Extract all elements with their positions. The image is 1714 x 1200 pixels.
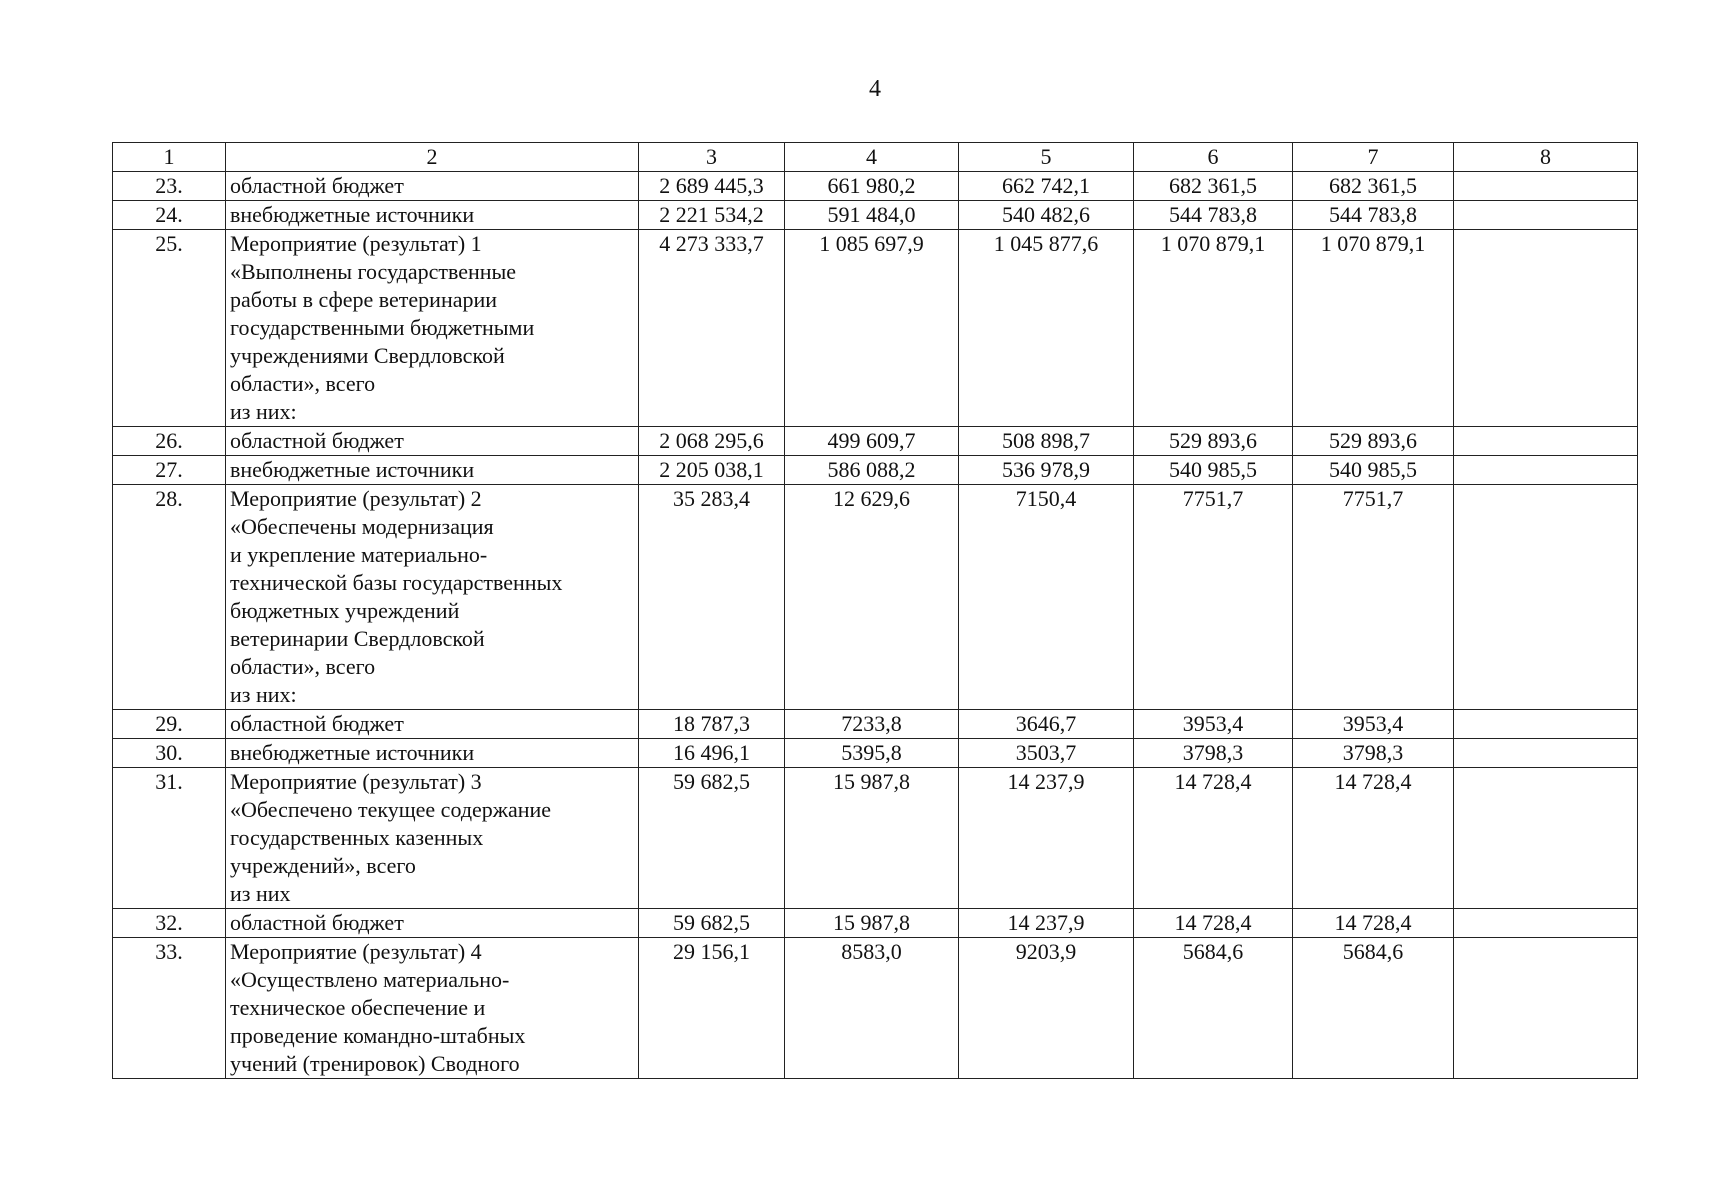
header-row: [113, 143, 1638, 172]
note-cell: [1454, 485, 1638, 710]
value-cell: 586 088,2: [785, 456, 959, 485]
note-cell: [1454, 230, 1638, 427]
table-row: [113, 485, 1638, 710]
table-row: [113, 768, 1638, 909]
value-cell: 662 742,1: [959, 172, 1134, 201]
table-row: [113, 938, 1638, 1079]
table-row: [113, 456, 1638, 485]
row-number-cell: 24.: [113, 201, 226, 230]
value-cell: 2 205 038,1: [639, 456, 785, 485]
note-cell: [1454, 456, 1638, 485]
value-cell: 529 893,6: [1293, 427, 1454, 456]
value-cell: 540 985,5: [1134, 456, 1293, 485]
value-cell: 2 221 534,2: [639, 201, 785, 230]
value-cell: 3646,7: [959, 710, 1134, 739]
value-cell: 7751,7: [1134, 485, 1293, 710]
row-number-cell: 30.: [113, 739, 226, 768]
table-row: [113, 172, 1638, 201]
column-header: 5: [959, 143, 1134, 172]
value-cell: 5395,8: [785, 739, 959, 768]
column-header: 1: [113, 143, 226, 172]
value-cell: 540 482,6: [959, 201, 1134, 230]
value-cell: 7233,8: [785, 710, 959, 739]
value-cell: 1 070 879,1: [1134, 230, 1293, 427]
value-cell: 14 237,9: [959, 909, 1134, 938]
value-cell: 508 898,7: [959, 427, 1134, 456]
row-name-cell: Мероприятие (результат) 1 «Выполнены государственные работы в сфере ветеринарии государственными бюджетными учреждениями Свердловской области», всего из них:: [226, 230, 639, 427]
value-cell: 3953,4: [1134, 710, 1293, 739]
value-cell: 540 985,5: [1293, 456, 1454, 485]
row-name-cell: внебюджетные источники: [226, 739, 639, 768]
value-cell: 544 783,8: [1293, 201, 1454, 230]
value-cell: 14 237,9: [959, 768, 1134, 909]
row-number-cell: 23.: [113, 172, 226, 201]
column-header: 4: [785, 143, 959, 172]
row-name-cell: Мероприятие (результат) 4 «Осуществлено материально- техническое обеспечение и проведение командно-штабных учений (тренировок) Сводного: [226, 938, 639, 1079]
row-name-cell: областной бюджет: [226, 710, 639, 739]
budget-table: [112, 142, 1638, 1079]
value-cell: 8583,0: [785, 938, 959, 1079]
value-cell: 499 609,7: [785, 427, 959, 456]
value-cell: 4 273 333,7: [639, 230, 785, 427]
value-cell: 9203,9: [959, 938, 1134, 1079]
note-cell: [1454, 172, 1638, 201]
value-cell: 59 682,5: [639, 909, 785, 938]
table-row: [113, 710, 1638, 739]
row-name-cell: Мероприятие (результат) 3 «Обеспечено текущее содержание государственных казенных учреждений», всего из них: [226, 768, 639, 909]
row-number-cell: 29.: [113, 710, 226, 739]
row-number-cell: 33.: [113, 938, 226, 1079]
table-row: [113, 230, 1638, 427]
note-cell: [1454, 768, 1638, 909]
row-number-cell: 32.: [113, 909, 226, 938]
note-cell: [1454, 710, 1638, 739]
value-cell: 35 283,4: [639, 485, 785, 710]
table-row: [113, 201, 1638, 230]
value-cell: 12 629,6: [785, 485, 959, 710]
page-number: 4: [869, 76, 881, 102]
value-cell: 682 361,5: [1293, 172, 1454, 201]
value-cell: 3798,3: [1293, 739, 1454, 768]
row-number-cell: 25.: [113, 230, 226, 427]
value-cell: 18 787,3: [639, 710, 785, 739]
note-cell: [1454, 739, 1638, 768]
value-cell: 1 045 877,6: [959, 230, 1134, 427]
value-cell: 14 728,4: [1293, 909, 1454, 938]
value-cell: 29 156,1: [639, 938, 785, 1079]
value-cell: 3953,4: [1293, 710, 1454, 739]
value-cell: 16 496,1: [639, 739, 785, 768]
value-cell: 529 893,6: [1134, 427, 1293, 456]
note-cell: [1454, 938, 1638, 1079]
value-cell: 544 783,8: [1134, 201, 1293, 230]
value-cell: 661 980,2: [785, 172, 959, 201]
row-name-cell: областной бюджет: [226, 427, 639, 456]
column-header: 3: [639, 143, 785, 172]
row-name-cell: областной бюджет: [226, 909, 639, 938]
table-row: [113, 739, 1638, 768]
value-cell: 14 728,4: [1293, 768, 1454, 909]
column-header: 2: [226, 143, 639, 172]
value-cell: 15 987,8: [785, 768, 959, 909]
value-cell: 5684,6: [1134, 938, 1293, 1079]
row-number-cell: 28.: [113, 485, 226, 710]
value-cell: 7150,4: [959, 485, 1134, 710]
note-cell: [1454, 427, 1638, 456]
row-number-cell: 26.: [113, 427, 226, 456]
row-name-cell: Мероприятие (результат) 2 «Обеспечены модернизация и укрепление материально- технической базы государственных бюджетных учреждений ветеринарии Свердловской области», всего из них:: [226, 485, 639, 710]
note-cell: [1454, 909, 1638, 938]
value-cell: 15 987,8: [785, 909, 959, 938]
table-row: [113, 427, 1638, 456]
row-name-cell: внебюджетные источники: [226, 201, 639, 230]
value-cell: 14 728,4: [1134, 909, 1293, 938]
value-cell: 3503,7: [959, 739, 1134, 768]
value-cell: 682 361,5: [1134, 172, 1293, 201]
row-number-cell: 27.: [113, 456, 226, 485]
value-cell: 1 070 879,1: [1293, 230, 1454, 427]
table-row: [113, 909, 1638, 938]
column-header: 7: [1293, 143, 1454, 172]
value-cell: 14 728,4: [1134, 768, 1293, 909]
value-cell: 2 068 295,6: [639, 427, 785, 456]
value-cell: 2 689 445,3: [639, 172, 785, 201]
value-cell: 1 085 697,9: [785, 230, 959, 427]
value-cell: 7751,7: [1293, 485, 1454, 710]
note-cell: [1454, 201, 1638, 230]
value-cell: 59 682,5: [639, 768, 785, 909]
column-header: 6: [1134, 143, 1293, 172]
row-name-cell: внебюджетные источники: [226, 456, 639, 485]
value-cell: 591 484,0: [785, 201, 959, 230]
value-cell: 5684,6: [1293, 938, 1454, 1079]
row-name-cell: областной бюджет: [226, 172, 639, 201]
column-header: 8: [1454, 143, 1638, 172]
value-cell: 536 978,9: [959, 456, 1134, 485]
value-cell: 3798,3: [1134, 739, 1293, 768]
row-number-cell: 31.: [113, 768, 226, 909]
